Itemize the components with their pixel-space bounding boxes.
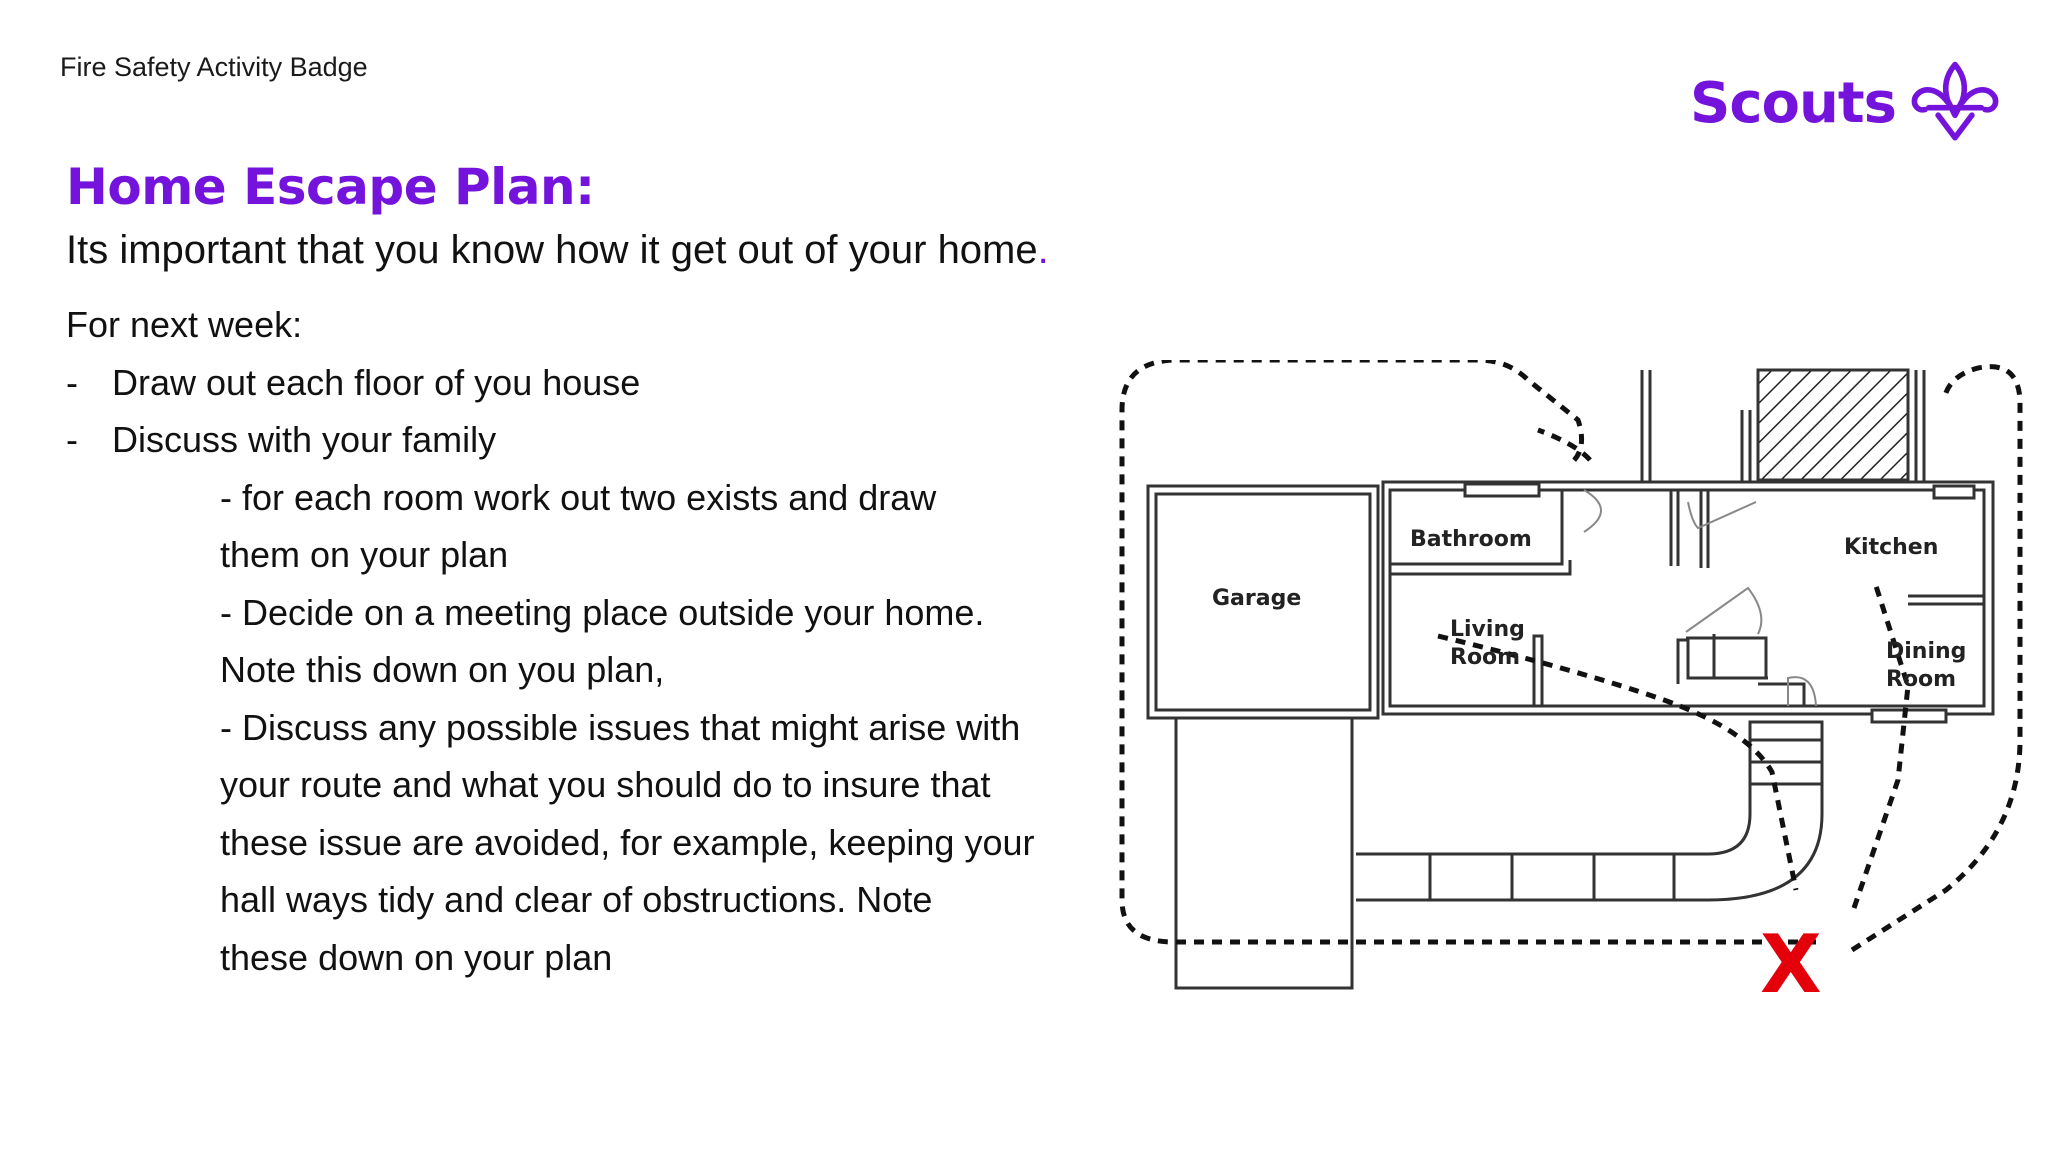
sub-item-line: Note this down on you plan, <box>220 649 665 690</box>
sub-item-line: - for each room work out two exists and draw <box>220 476 937 518</box>
floor-plan-diagram <box>1108 360 2048 1010</box>
chimney-hatch <box>1758 370 1908 480</box>
fleur-de-lis-icon <box>1910 58 2000 148</box>
garden-path <box>1356 722 1822 900</box>
room-label-dining-2: Room <box>1886 667 1957 692</box>
bullet-text: Discuss with your family <box>112 419 497 460</box>
page-title: Home Escape Plan: <box>66 158 595 216</box>
bullet-item <box>66 411 1106 469</box>
scouts-logo-text: Scouts <box>1690 70 1896 136</box>
bullet-dash: - <box>66 419 78 460</box>
bullet-text: Draw out each floor of you house <box>112 361 641 403</box>
meeting-point-x: X <box>1760 918 1822 1010</box>
scouts-logo <box>1690 58 2000 148</box>
room-label-living-2: Room <box>1450 645 1521 670</box>
sub-item-line: them on your plan <box>220 534 509 575</box>
bullet-dash: - <box>66 361 78 403</box>
room-label-kitchen: Kitchen <box>1844 535 1939 560</box>
sub-item-line: hall ways tidy and clear of obstructions. Note <box>220 879 933 920</box>
room-label-dining-1: Dining <box>1886 639 1967 664</box>
badge-header-label: Fire Safety Activity Badge <box>60 52 368 82</box>
sub-item-line: your route and what you should do to insure that <box>220 764 991 805</box>
instructions <box>66 296 1106 986</box>
sub-item-line: - Decide on a meeting place outside your home. <box>220 591 985 633</box>
subtitle-text: Its important that you know how it get out of your home <box>66 228 1038 272</box>
sub-item-line: these issue are avoided, for example, keeping your <box>220 821 1035 863</box>
bullet-item <box>66 354 1106 412</box>
sub-item-line: - Discuss any possible issues that might arise with <box>220 706 1021 748</box>
page-subtitle <box>66 228 1049 273</box>
room-label-garage: Garage <box>1212 586 1302 611</box>
subtitle-end: . <box>1037 228 1049 272</box>
intro-line: For next week: <box>66 304 303 345</box>
room-label-living-1: Living <box>1450 617 1525 642</box>
room-label-bathroom: Bathroom <box>1410 527 1532 552</box>
sub-item-line: these down on your plan <box>220 936 613 978</box>
